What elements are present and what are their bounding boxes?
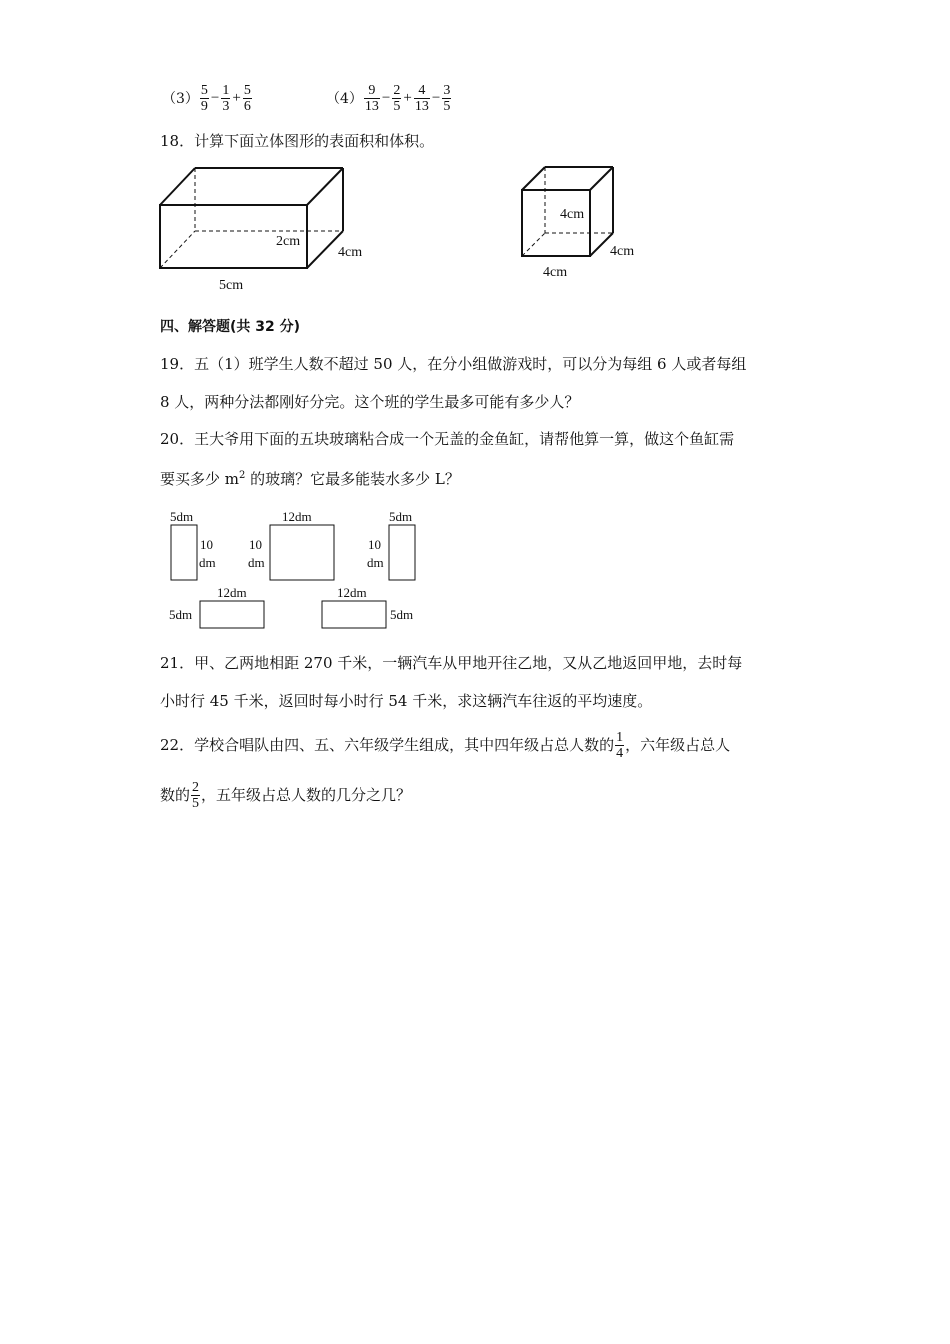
- operator-sign: −: [210, 89, 220, 106]
- q22-fraction-one-quarter: [615, 730, 624, 761]
- fraction-numerator: 4: [418, 82, 426, 98]
- operator-sign: +: [403, 89, 412, 106]
- fraction-numerator: 5: [200, 82, 208, 98]
- q17-part3: [162, 80, 253, 116]
- q20-line1: 20．王大爷用下面的五块玻璃粘合成一个无盖的金鱼缸，请帮他算一算，做这个鱼缸需: [160, 430, 735, 448]
- panel-bottom-left-top-label: 12dm: [217, 585, 247, 600]
- q22-line1: [160, 725, 730, 765]
- panel-bottom-left-side-label: 5dm: [169, 607, 193, 622]
- fraction: [243, 83, 252, 114]
- cube-height-label: 4cm: [560, 207, 585, 222]
- q21-line1: 21．甲、乙两地相距 270 千米，一辆汽车从甲地开往乙地，又从乙地返回甲地，去时每: [160, 654, 743, 672]
- glass-panels-figure: [160, 505, 440, 635]
- q17-part4: [326, 80, 452, 116]
- q22-frac2-numerator: 2: [192, 779, 200, 795]
- panel-left-top-label: 5dm: [170, 509, 194, 524]
- fraction-denominator: 13: [364, 98, 379, 114]
- q17-part4-expression: [363, 83, 452, 114]
- cuboid-hidden-edges: [160, 168, 343, 268]
- q22-line2-part-a: 数的: [160, 786, 191, 804]
- operator-sign: +: [232, 89, 241, 106]
- fraction: [442, 83, 451, 114]
- fraction-numerator: 3: [443, 82, 451, 98]
- operator-sign: −: [381, 89, 391, 106]
- q17-part3-label: （3）: [162, 91, 199, 107]
- panel-middle-side-label-b: dm: [248, 555, 265, 570]
- panel-left-side-label-a: 10: [200, 537, 213, 552]
- cuboid-figure: [150, 160, 390, 300]
- panel-middle: [270, 525, 334, 580]
- q22-frac1-numerator: 1: [616, 729, 624, 745]
- q17-part3-expression: [199, 83, 253, 114]
- q18-text: 18．计算下面立体图形的表面积和体积。: [160, 132, 435, 150]
- fraction-denominator: 6: [243, 98, 251, 114]
- fraction: [221, 83, 230, 114]
- fraction-denominator: 3: [222, 98, 230, 114]
- fraction-numerator: 1: [222, 82, 230, 98]
- q17-part4-label: （4）: [326, 91, 363, 107]
- q22-line2: [160, 775, 411, 815]
- q22-fraction-two-fifths: [191, 780, 200, 811]
- cube-figure: [512, 160, 652, 290]
- panel-middle-side-label-a: 10: [249, 537, 262, 552]
- q20-line2-superscript: 2: [239, 470, 246, 481]
- q20-line2-part-a: 要买多少 m: [160, 470, 239, 488]
- fraction-denominator: 5: [443, 98, 451, 114]
- q20-line2: [160, 465, 460, 490]
- panel-right: [389, 525, 415, 580]
- panel-bottom-right-side-label: 5dm: [390, 607, 414, 622]
- panel-right-side-label-b: dm: [367, 555, 384, 570]
- fraction: [414, 83, 430, 114]
- panel-middle-top-label: 12dm: [282, 509, 312, 524]
- q21-line2: 小时行 45 千米，返回时每小时行 54 千米，求这辆汽车往返的平均速度。: [160, 692, 653, 710]
- cuboid-height-label: 2cm: [276, 234, 301, 249]
- fraction-numerator: 9: [368, 82, 376, 98]
- panel-left: [171, 525, 197, 580]
- fraction-numerator: 5: [243, 82, 251, 98]
- panel-bottom-right-top-label: 12dm: [337, 585, 367, 600]
- q20-line2-part-b: 的玻璃？它最多能装水多少 L？: [245, 470, 460, 488]
- q22-frac2-denominator: 5: [192, 795, 200, 811]
- q19-line1: 19．五（1）班学生人数不超过 50 人，在分小组做游戏时，可以分为每组 6 人或者每组: [160, 355, 747, 373]
- cuboid-solid-edges: [160, 168, 343, 268]
- section-heading: 四、解答题(共 32 分): [160, 319, 301, 335]
- cuboid-length-label: 5cm: [219, 278, 244, 293]
- panel-bottom-left: [200, 601, 264, 628]
- fraction: [392, 83, 401, 114]
- q22-line2-part-b: ，五年级占总人数的几分之几？: [201, 786, 412, 804]
- cuboid-width-label: 4cm: [338, 245, 363, 260]
- fraction-denominator: 9: [200, 98, 208, 114]
- q22-frac1-denominator: 4: [616, 745, 624, 761]
- fraction: [364, 83, 380, 114]
- fraction-numerator: 2: [393, 82, 401, 98]
- cube-length-label: 4cm: [543, 265, 568, 280]
- q22-line1-part-a: 22．学校合唱队由四、五、六年级学生组成，其中四年级占总人数的: [160, 736, 615, 754]
- operator-sign: −: [431, 89, 441, 106]
- panel-right-top-label: 5dm: [389, 509, 413, 524]
- fraction-denominator: 5: [393, 98, 401, 114]
- cube-width-label: 4cm: [610, 244, 635, 259]
- panel-left-side-label-b: dm: [199, 555, 216, 570]
- q19-line2: 8 人，两种分法都刚好分完。这个班的学生最多可能有多少人？: [160, 393, 580, 411]
- panel-bottom-right: [322, 601, 386, 628]
- fraction: [200, 83, 209, 114]
- panel-right-side-label-a: 10: [368, 537, 381, 552]
- fraction-denominator: 13: [414, 98, 429, 114]
- q22-line1-part-b: ，六年级占总人: [625, 736, 731, 754]
